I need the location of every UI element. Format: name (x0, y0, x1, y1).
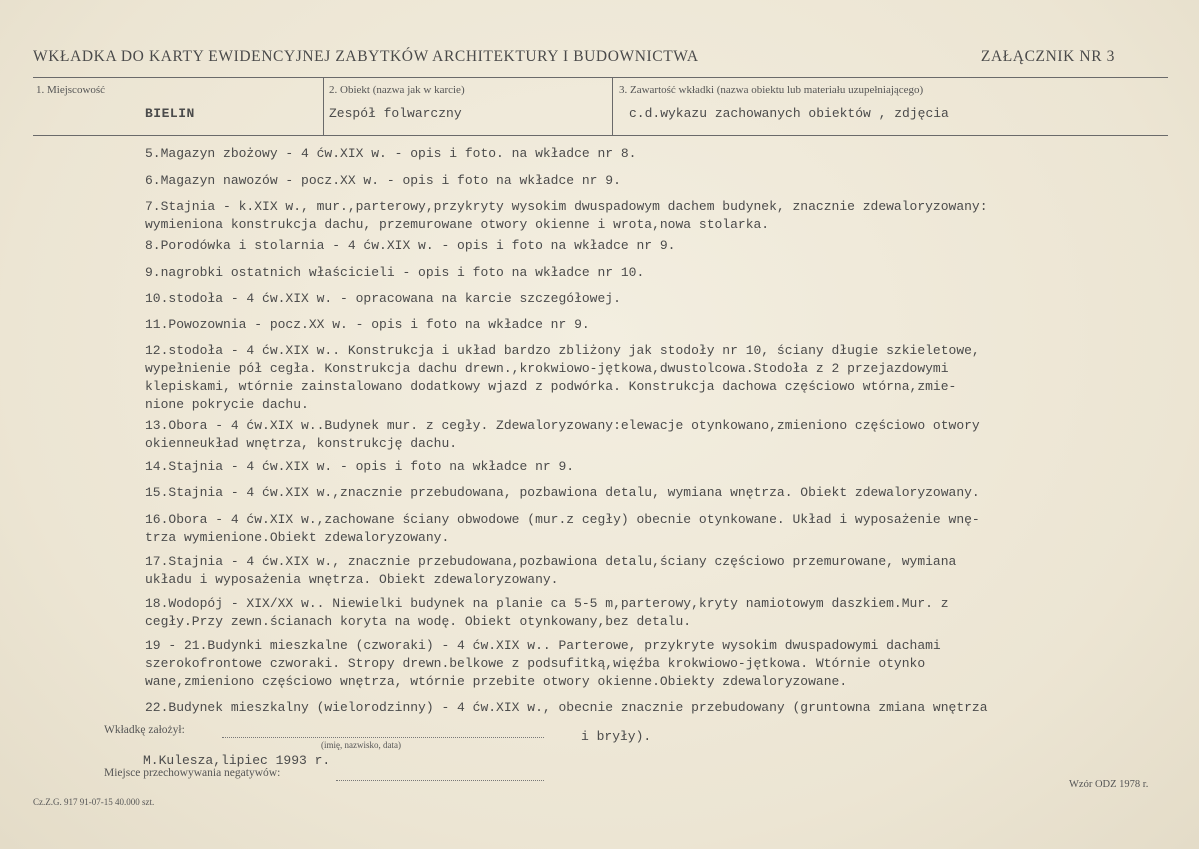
list-item: 5.Magazyn zbożowy - 4 ćw.XIX w. - opis i foto. na wkładce nr 8. (145, 146, 637, 161)
list-item: 11.Powozownia - pocz.XX w. - opis i foto na wkładce nr 9. (145, 317, 590, 332)
form-title: WKŁADKA DO KARTY EWIDENCYJNEJ ZABYTKÓW ARCHITEKTURY I BUDOWNICTWA (33, 48, 699, 65)
annex-number: ZAŁĄCZNIK NR 3 (980, 48, 1115, 65)
box-bottom-rule (33, 135, 1168, 136)
founded-by-line (222, 737, 544, 738)
list-item: 19 - 21.Budynki mieszkalne (czworaki) - 4 ćw.XIX w.. Parterowe, przykryte wysokim dwuspadowymi dachami szerokofrontowe czworaki. Stropy drewn.belkowe z podsufitką,więźba krokwiowo-jętkowa. Wtórnie otynko wane,zmieniono częściowo wnętrza, wtórnie przebite otwory okienne.Obiekty zdewaloryzowane. (145, 638, 941, 689)
list-item: 17.Stajnia - 4 ćw.XIX w., znacznie przebudowana,pozbawiona detalu,ściany częściowo przemurowane, wymiana układu i wyposażenia wnętrza. Obiekt zdewaloryzowany. (145, 554, 957, 587)
form-template: Wzór ODZ 1978 r. (1069, 779, 1149, 790)
list-item: 9.nagrobki ostatnich właścicieli - opis i foto na wkładce nr 10. (145, 265, 645, 280)
list-item: 22.Budynek mieszkalny (wielorodzinny) - 4 ćw.XIX w., obecnie znacznie przebudowany (gruntowna zmiana wnętrza (145, 700, 988, 715)
item-continuation: i bryły). (581, 729, 652, 744)
founded-by-label: Wkładkę założył: (104, 724, 185, 736)
box-top-rule (33, 77, 1168, 78)
author-signature: M.Kulesza,lipiec 1993 r. (143, 753, 331, 768)
list-item: 16.Obora - 4 ćw.XIX w.,zachowane ściany obwodowe (mur.z cegły) obecnie otynkowane. Układ i wyposażenie wnę- trza wymienione.Obiekt zdewaloryzowany. (145, 512, 980, 545)
list-item: 18.Wodopój - XIX/XX w.. Niewielki budynek na planie ca 5-5 m,parterowy,kryty namiotowym daszkiem.Mur. z cegły.Przy zewn.ścianach koryta na wodę. Obiekt otynkowany,bez detalu. (145, 596, 949, 629)
list-item: 8.Porodówka i stolarnia - 4 ćw.XIX w. - opis i foto na wkładce nr 9. (145, 238, 676, 253)
list-item: 13.Obora - 4 ćw.XIX w..Budynek mur. z cegły. Zdewaloryzowany:elewacje otynkowano,zmieniono częściowo otwory okienneukład wnętrza, konstrukcję dachu. (145, 418, 980, 451)
field-locality-value: BIELIN (145, 106, 195, 121)
list-item: 10.stodoła - 4 ćw.XIX w. - opracowana na karcie szczegółowej. (145, 291, 621, 306)
negatives-location-label: Miejsce przechowywania negatywów: (104, 767, 281, 779)
field-content-label: 3. Zawartość wkładki (nazwa obiektu lub materiału uzupełniającego) (619, 84, 924, 96)
field-content-value: c.d.wykazu zachowanych obiektów , zdjęcia (629, 106, 949, 121)
list-item: 7.Stajnia - k.XIX w., mur.,parterowy,przykryty wysokim dwuspadowym dachem budynek, znacznie zdewaloryzowany: wymieniona konstrukcja dachu, przemurowane otwory okienne i wrota,nowa stolarka. (145, 199, 988, 232)
founded-by-hint: (imię, nazwisko, data) (321, 740, 401, 750)
field-object-value: Zespół folwarczny (329, 106, 462, 121)
list-item: 6.Magazyn nawozów - pocz.XX w. - opis i foto na wkładce nr 9. (145, 173, 621, 188)
negatives-location-line (336, 780, 544, 781)
field-object-label: 2. Obiekt (nazwa jak w karcie) (329, 84, 465, 96)
list-item: 15.Stajnia - 4 ćw.XIX w.,znacznie przebudowana, pozbawiona detalu, wymiana wnętrza. Obiekt zdewaloryzowany. (145, 485, 980, 500)
print-info: Cz.Z.G. 917 91-07-15 40.000 szt. (33, 797, 155, 807)
list-item: 14.Stajnia - 4 ćw.XIX w. - opis i foto na wkładce nr 9. (145, 459, 575, 474)
box-divider-1 (323, 78, 324, 135)
box-divider-2 (612, 78, 613, 135)
list-item: 12.stodoła - 4 ćw.XIX w.. Konstrukcja i układ bardzo zbliżony jak stodoły nr 10, ściany długie szkieletowe, wypełnienie pół cegła. Konstrukcja dachu drewn.,krokwiowo-jętkowa,dwustolcowa.Stodoła z 2 przejazdowymi klepiskami, wtórnie zainstalowano dodatkowy wjazd z podwórka. Konstrukcja dachowa częściowo wtórna,zmie- nione pokrycie dachu. (145, 343, 980, 412)
field-locality-label: 1. Miejscowość (36, 84, 106, 96)
